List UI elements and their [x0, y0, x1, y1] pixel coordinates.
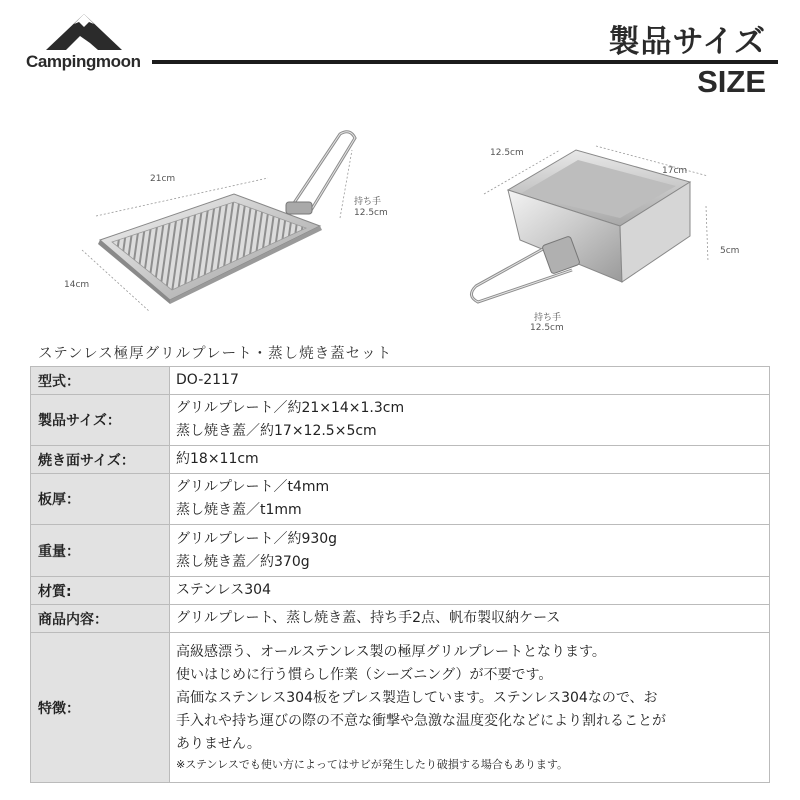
- spec-value-line: グリルプレート／t4mm: [176, 479, 330, 495]
- product-name: ステンレス極厚グリルプレート・蒸し焼き蓋セット: [38, 346, 393, 362]
- spec-row-contents: [31, 605, 770, 633]
- spec-value-line: 手入れや持ち運びの際の不意な衝撃や急激な温度変化などにより割れることが: [176, 713, 666, 729]
- spec-label: 製品サイズ：: [31, 395, 170, 446]
- grill-handle-size: 12.5cm: [354, 208, 388, 218]
- spec-row-size: [31, 395, 770, 446]
- spec-label: 材質:: [31, 577, 170, 605]
- page-title-en: SIZE: [697, 64, 766, 99]
- spec-value-line: 高級感漂う、オールステンレス製の極厚グリルプレートとなります。: [176, 644, 606, 660]
- spec-value-line: ありません。: [176, 736, 261, 752]
- spec-row-material: [31, 577, 770, 605]
- spec-value: [170, 605, 770, 633]
- spec-value-line: 蒸し焼き蓋／約370g: [176, 553, 310, 570]
- grill-width-label: 21cm: [150, 174, 176, 184]
- spec-row-model: [31, 367, 770, 395]
- header-divider: [152, 60, 778, 64]
- spec-value-line: グリルプレート、蒸し焼き蓋、持ち手2点、帆布製収納ケース: [176, 610, 561, 626]
- grill-depth-label: 14cm: [64, 280, 90, 290]
- spec-value-line: 蒸し焼き蓋／t1mm: [176, 502, 302, 518]
- spec-label: 焼き面サイズ：: [31, 446, 170, 474]
- spec-value: [170, 446, 770, 474]
- spec-value-line: 使いはじめに行う慣らし作業（シーズニング）が不要です。: [176, 667, 553, 683]
- spec-note: ※ステンレスでも使い方によってはサビが発生したり破損する場合もあります。: [176, 758, 568, 771]
- spec-value-line: 約18×11cm: [176, 451, 259, 467]
- spec-value: [170, 577, 770, 605]
- spec-label: 型式：: [31, 367, 170, 395]
- mountain-logo-icon: [46, 12, 122, 52]
- spec-label: 板厚：: [31, 474, 170, 525]
- lid-width-label: 12.5cm: [490, 148, 524, 158]
- spec-row-cooking-area: [31, 446, 770, 474]
- spec-value: [170, 367, 770, 395]
- brand-name: Campingmoon: [26, 52, 141, 71]
- spec-value-line: グリルプレート／約930g: [176, 530, 338, 547]
- spec-label: 商品内容：: [31, 605, 170, 633]
- product-illustration: [0, 110, 800, 350]
- spec-row-thickness: [31, 474, 770, 525]
- spec-value-line: 蒸し焼き蓋／約17×12.5×5cm: [176, 423, 377, 439]
- spec-table: [30, 366, 770, 783]
- spec-value-line: 高価なステンレス304板をプレス製造しています。ステンレス304なので、お: [176, 690, 658, 706]
- brand-logo: [22, 12, 152, 72]
- spec-value-line: グリルプレート／約21×14×1.3cm: [176, 400, 405, 416]
- spec-value: [170, 633, 770, 783]
- spec-value: [170, 525, 770, 577]
- lid-height-label: 5cm: [720, 246, 740, 256]
- spec-row-features: [31, 633, 770, 783]
- lid-length-label: 17cm: [662, 166, 688, 176]
- grill-handle-label: 持ち手: [354, 197, 382, 207]
- spec-value-line: DO-2117: [176, 372, 239, 388]
- spec-label: 特徴：: [31, 633, 170, 783]
- lid-handle-label: 持ち手: [534, 313, 562, 323]
- spec-value: [170, 395, 770, 446]
- spec-label: 重量：: [31, 525, 170, 577]
- page-title-jp: 製品サイズ: [608, 24, 766, 60]
- steam-lid-image: [471, 150, 690, 302]
- spec-value-line: ステンレス304: [176, 582, 271, 598]
- spec-value: [170, 474, 770, 525]
- lid-handle-size: 12.5cm: [530, 323, 564, 333]
- spec-row-weight: [31, 525, 770, 577]
- grill-plate-image: [98, 132, 355, 304]
